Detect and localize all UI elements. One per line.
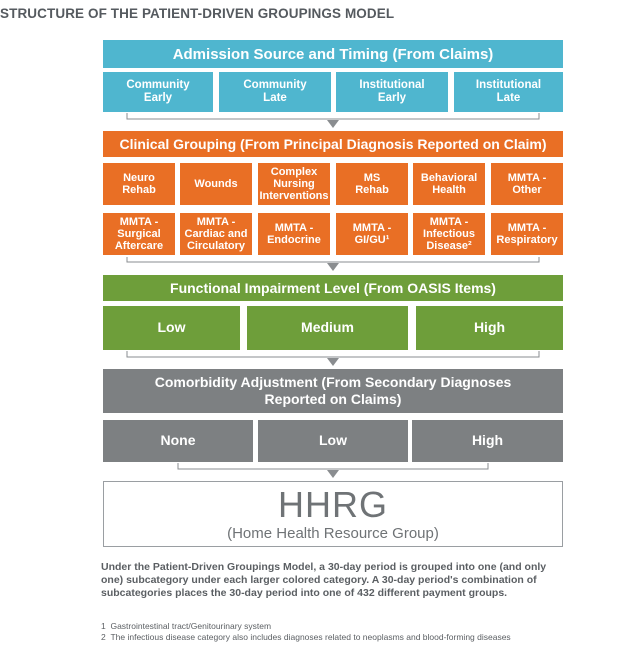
footnote-1: [101, 621, 571, 632]
clinical-box-behavioral-health: Behavioral Health: [413, 163, 485, 205]
clinical-box-wounds: Wounds: [180, 163, 252, 205]
footnote-2: [101, 632, 571, 643]
connector-bracket-comorbidity: [178, 463, 488, 469]
clinical-box-mmta-gigu: MMTA - GI/GU¹: [336, 213, 408, 255]
clinical-box-complex-nursing: Complex Nursing Interventions: [258, 163, 330, 205]
footnote-number: 1: [101, 621, 106, 631]
connector-bracket-clinical: [127, 257, 539, 262]
admission-box-institutional-late: Institutional Late: [454, 72, 563, 112]
clinical-box-ms-rehab: MS Rehab: [336, 163, 408, 205]
connector-bracket-functional: [127, 351, 539, 357]
functional-header: Functional Impairment Level (From OASIS Items): [103, 275, 563, 301]
hhrg-title: HHRG: [278, 484, 388, 525]
comorbidity-box-none: None: [103, 420, 253, 462]
functional-box-low: Low: [103, 306, 240, 350]
admission-box-community-early: Community Early: [103, 72, 213, 112]
footnote-number: 2: [101, 632, 106, 642]
footnote-text: Gastrointestinal tract/Genitourinary system: [110, 621, 272, 631]
connector-arrow-clinical: [327, 263, 339, 271]
comorbidity-box-low: Low: [258, 420, 408, 462]
connector-bracket-admission: [127, 113, 539, 119]
clinical-box-neuro-rehab: Neuro Rehab: [103, 163, 175, 205]
clinical-box-mmta-infectious: MMTA - Infectious Disease²: [413, 213, 485, 255]
clinical-box-mmta-surgical: MMTA - Surgical Aftercare: [103, 213, 175, 255]
admission-box-institutional-early: Institutional Early: [336, 72, 448, 112]
clinical-box-mmta-respiratory: MMTA - Respiratory: [491, 213, 563, 255]
admission-header: Admission Source and Timing (From Claims): [103, 40, 563, 68]
hhrg-subtitle: (Home Health Resource Group): [227, 525, 439, 542]
clinical-box-mmta-cardiac: MMTA - Cardiac and Circulatory: [180, 213, 252, 255]
functional-box-medium: Medium: [247, 306, 408, 350]
comorbidity-box-high: High: [412, 420, 563, 462]
clinical-header: Clinical Grouping (From Principal Diagnosis Reported on Claim): [103, 131, 563, 157]
functional-box-high: High: [416, 306, 563, 350]
connector-arrow-functional: [327, 358, 339, 366]
comorbidity-header: Comorbidity Adjustment (From Secondary Diagnoses Reported on Claims): [103, 369, 563, 413]
admission-box-community-late: Community Late: [219, 72, 331, 112]
description-text: Under the Patient-Driven Groupings Model, a 30-day period is grouped into one (and only one) subcategory under each larger colored category. A 30-day period's combination of subcategories places the 30-day period into one of 432 different payment groups.: [101, 561, 547, 599]
clinical-box-mmta-other: MMTA - Other: [491, 163, 563, 205]
connector-arrow-comorbidity: [327, 470, 339, 478]
page-title: STRUCTURE OF THE PATIENT-DRIVEN GROUPINGS MODEL: [0, 6, 395, 21]
clinical-box-mmta-endocrine: MMTA - Endocrine: [258, 213, 330, 255]
connector-arrow-admission: [327, 120, 339, 128]
footnote-text: The infectious disease category also includes diagnoses related to neoplasms and blood-forming diseases: [110, 632, 511, 642]
